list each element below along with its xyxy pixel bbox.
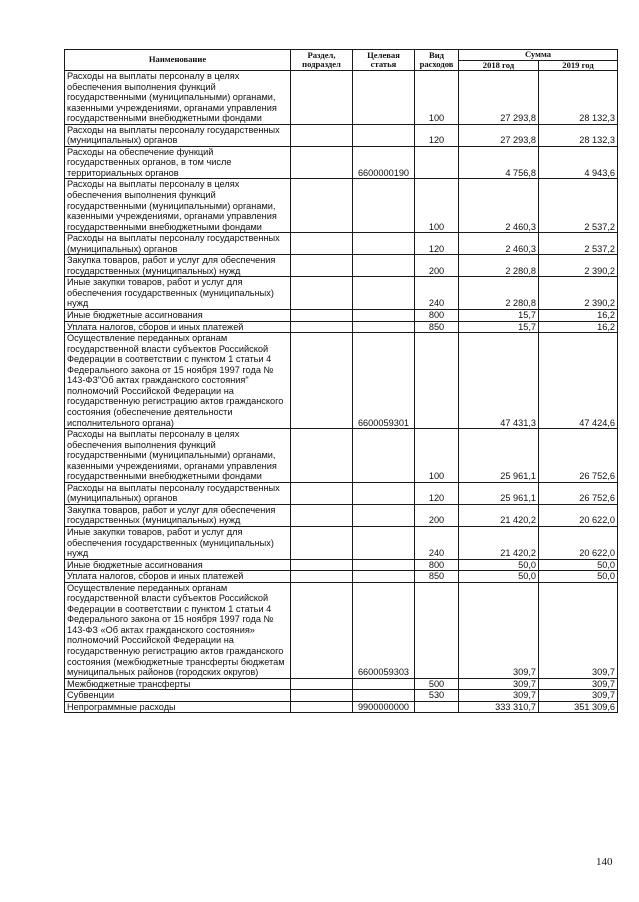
table-row [65,255,618,277]
row-amount-2019: 28 132,3 [539,124,618,146]
row-type: 530 [415,690,459,702]
row-type: 850 [415,321,459,333]
row-type: 800 [415,310,459,322]
row-target: 6600059301 [353,333,415,429]
row-section [291,571,353,583]
row-name: Межбюджетные трансферты [65,678,291,690]
row-section [291,333,353,429]
row-amount-2018: 50,0 [459,559,539,571]
row-target [353,124,415,146]
row-name: Закупка товаров, работ и услуг для обеспечения государственных (муниципальных) нужд [65,255,291,277]
row-name: Уплата налогов, сборов и иных платежей [65,571,291,583]
table-row [65,310,618,322]
table-row [65,321,618,333]
row-type [415,146,459,179]
row-amount-2019: 50,0 [539,559,618,571]
row-name: Осуществление переданных органам государственной власти субъектов Российской Федерации в соответствии с пунктом 1 статьи 4 Федерального закона от 15 ноября 1997 года № 143-ФЗ"Об актах гражданского состояния" полномочий Российской Федерации на государственную регистрацию актов гражданского состояния (обеспечение деятельности исполнительного органа) [65,333,291,429]
table-row [65,429,618,483]
row-name: Расходы на выплаты персоналу государственных (муниципальных) органов [65,482,291,504]
row-amount-2019: 16,2 [539,321,618,333]
table-row [65,333,618,429]
table-row [65,526,618,559]
row-amount-2019: 50,0 [539,571,618,583]
header-type: Вид расходов [415,50,459,71]
row-target: 6600059303 [353,582,415,678]
row-amount-2018: 15,7 [459,310,539,322]
row-amount-2019: 26 752,6 [539,429,618,483]
row-target [353,233,415,255]
row-type: 200 [415,255,459,277]
row-target [353,310,415,322]
row-target [353,526,415,559]
row-amount-2019: 309,7 [539,690,618,702]
row-amount-2019: 26 752,6 [539,482,618,504]
row-name: Расходы на выплаты персоналу государственных (муниципальных) органов [65,124,291,146]
row-amount-2019: 4 943,6 [539,146,618,179]
row-amount-2018: 309,7 [459,678,539,690]
table-row [65,678,618,690]
row-type: 120 [415,233,459,255]
row-name: Иные закупки товаров, работ и услуг для обеспечения государственных (муниципальных) нужд [65,526,291,559]
row-amount-2018: 21 420,2 [459,526,539,559]
row-type: 850 [415,571,459,583]
row-section [291,310,353,322]
row-section [291,124,353,146]
table-row [65,482,618,504]
row-type: 100 [415,179,459,233]
row-section [291,233,353,255]
row-section [291,321,353,333]
table-row [65,124,618,146]
row-name: Иные закупки товаров, работ и услуг для обеспечения государственных (муниципальных) нужд [65,277,291,310]
table-row [65,701,618,713]
header-section: Раздел, подраздел [291,50,353,71]
row-type: 100 [415,71,459,125]
row-type [415,333,459,429]
row-section [291,701,353,713]
row-name: Расходы на выплаты персоналу государственных (муниципальных) органов [65,233,291,255]
row-target: 9900000000 [353,701,415,713]
row-amount-2019: 16,2 [539,310,618,322]
row-amount-2019: 309,7 [539,678,618,690]
table-row [65,233,618,255]
row-type: 240 [415,277,459,310]
row-amount-2019: 351 309,6 [539,701,618,713]
row-section [291,559,353,571]
row-section [291,146,353,179]
row-target [353,559,415,571]
row-amount-2019: 2 390,2 [539,255,618,277]
row-name: Субвенции [65,690,291,702]
row-target [353,277,415,310]
header-2019: 2019 год [539,60,618,71]
budget-table [64,49,618,713]
row-type [415,701,459,713]
row-section [291,582,353,678]
row-type: 200 [415,504,459,526]
row-section [291,482,353,504]
row-section [291,526,353,559]
table-row [65,179,618,233]
row-amount-2018: 333 310,7 [459,701,539,713]
row-amount-2018: 27 293,8 [459,71,539,125]
row-section [291,255,353,277]
row-amount-2018: 50,0 [459,571,539,583]
row-amount-2018: 21 420,2 [459,504,539,526]
row-amount-2018: 25 961,1 [459,482,539,504]
row-name: Расходы на выплаты персоналу в целях обеспечения выполнения функций государственными (муниципальными) органами, казенными учреждениями, органами управления государственными внебюджетными фондами [65,429,291,483]
row-name: Закупка товаров, работ и услуг для обеспечения государственных (муниципальных) нужд [65,504,291,526]
row-amount-2018: 25 961,1 [459,429,539,483]
table-row [65,559,618,571]
page-number: 140 [596,856,613,868]
row-amount-2019: 20 622,0 [539,504,618,526]
row-type [415,582,459,678]
table-row [65,71,618,125]
row-target [353,504,415,526]
table-row [65,690,618,702]
row-amount-2019: 2 390,2 [539,277,618,310]
row-type: 120 [415,482,459,504]
row-type: 240 [415,526,459,559]
row-amount-2019: 2 537,2 [539,179,618,233]
table-row [65,277,618,310]
row-amount-2018: 2 460,3 [459,233,539,255]
row-amount-2018: 309,7 [459,582,539,678]
row-target [353,429,415,483]
row-amount-2018: 27 293,8 [459,124,539,146]
row-target [353,321,415,333]
header-sum: Сумма [459,50,618,61]
header-name: Наименование [65,50,291,71]
row-name: Расходы на выплаты персоналу в целях обеспечения выполнения функций государственными (муниципальными) органами, казенными учреждениями, органами управления государственными внебюджетными фондами [65,179,291,233]
row-amount-2018: 47 431,3 [459,333,539,429]
row-type: 100 [415,429,459,483]
table-row [65,582,618,678]
row-target [353,179,415,233]
row-type: 120 [415,124,459,146]
row-name: Расходы на обеспечение функций государственных органов, в том числе территориальных органов [65,146,291,179]
row-target [353,71,415,125]
row-target [353,678,415,690]
row-target [353,482,415,504]
row-target [353,690,415,702]
header-2018: 2018 год [459,60,539,71]
row-amount-2019: 20 622,0 [539,526,618,559]
row-amount-2018: 4 756,8 [459,146,539,179]
row-amount-2019: 47 424,6 [539,333,618,429]
row-section [291,277,353,310]
row-section [291,71,353,125]
row-section [291,429,353,483]
row-section [291,678,353,690]
row-name: Иные бюджетные ассигнования [65,310,291,322]
row-target [353,571,415,583]
row-amount-2018: 2 280,8 [459,255,539,277]
row-name: Осуществление переданных органам государственной власти субъектов Российской Федерации в соответствии с пунктом 1 статьи 4 Федерального закона от 15 ноября 1997 года № 143-ФЗ «Об актах гражданского состояния» полномочий Российской Федерации на государственную регистрацию актов гражданского состояния (межбюджетные трансферты бюджетам муниципальных районов (городских округов) [65,582,291,678]
row-section [291,179,353,233]
row-amount-2018: 309,7 [459,690,539,702]
row-amount-2018: 2 280,8 [459,277,539,310]
table-row [65,146,618,179]
row-name: Непрограммные расходы [65,701,291,713]
row-target: 6600000190 [353,146,415,179]
table-body [65,71,618,713]
row-amount-2019: 309,7 [539,582,618,678]
row-type: 500 [415,678,459,690]
row-amount-2019: 2 537,2 [539,233,618,255]
row-name: Расходы на выплаты персоналу в целях обеспечения выполнения функций государственными (муниципальными) органами, казенными учреждениями, органами управления государственными внебюджетными фондами [65,71,291,125]
row-section [291,690,353,702]
row-section [291,504,353,526]
table-row [65,571,618,583]
row-name: Иные бюджетные ассигнования [65,559,291,571]
row-amount-2019: 28 132,3 [539,71,618,125]
table-row [65,504,618,526]
row-amount-2018: 2 460,3 [459,179,539,233]
row-amount-2018: 15,7 [459,321,539,333]
row-name: Уплата налогов, сборов и иных платежей [65,321,291,333]
row-target [353,255,415,277]
row-type: 800 [415,559,459,571]
header-target: Целевая статья [353,50,415,71]
